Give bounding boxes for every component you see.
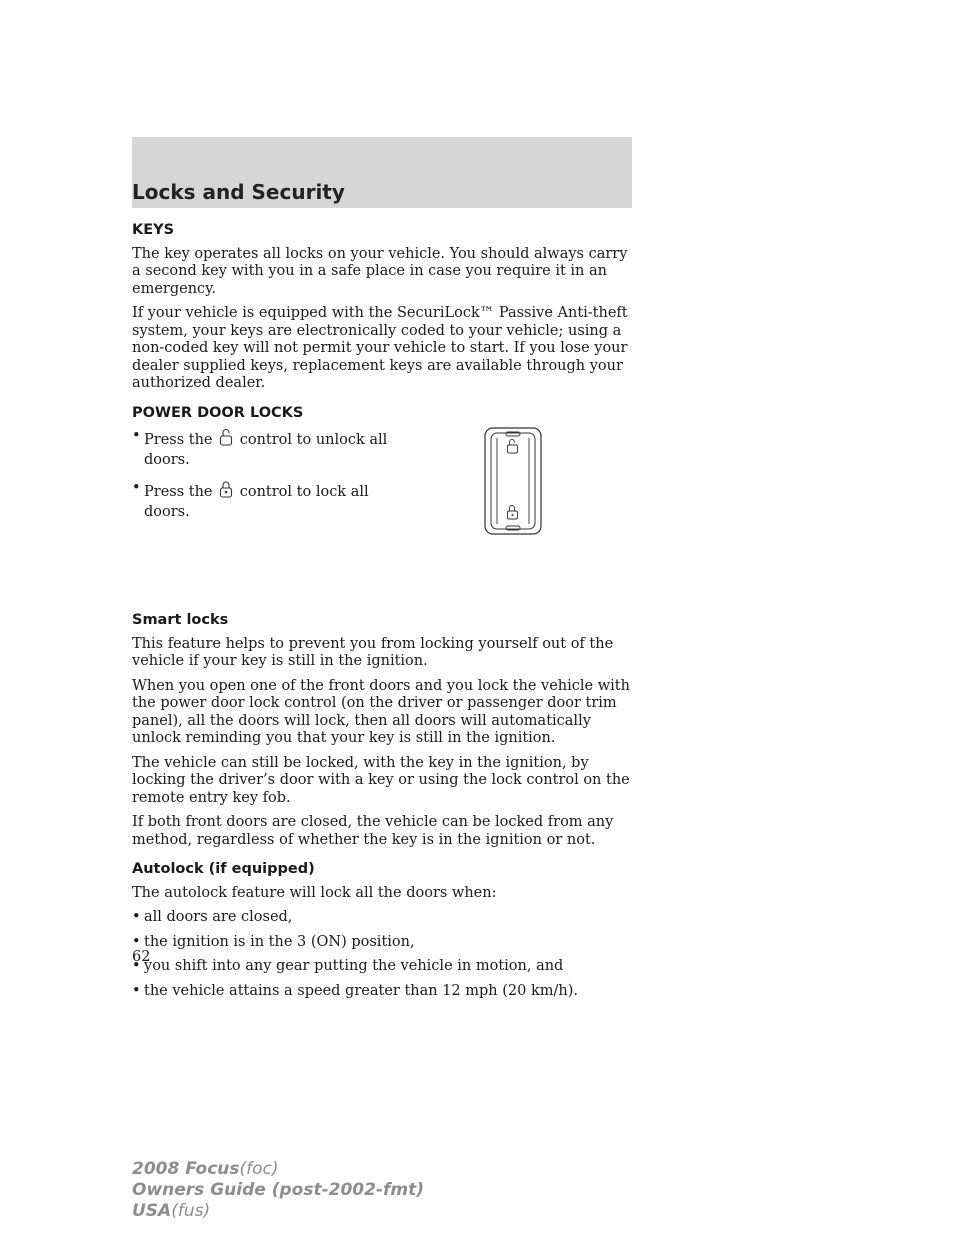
smart-locks-paragraph-2: When you open one of the front doors and you lock the vehicle with the power door lock control (on the driver or passenger door trim panel), all the doors will lock, then all doors will automatically unlock reminding you that your key is still in the ignition. bbox=[132, 677, 630, 746]
keys-heading: KEYS bbox=[132, 222, 175, 238]
autolock-conditions-list bbox=[132, 909, 636, 1000]
autolock-intro: The autolock feature will lock all the doors when: bbox=[132, 884, 497, 901]
footer-line-1: 2008 Focus(foc) bbox=[132, 1159, 279, 1179]
keys-paragraph-1: The key operates all locks on your vehicle. You should always carry a second key with you in a safe place in case you require it in an emergency. bbox=[132, 245, 628, 297]
page-number: 62 bbox=[132, 949, 151, 965]
list-item: • the ignition is in the 3 (ON) position, bbox=[132, 934, 636, 952]
keys-paragraph-2: If your vehicle is equipped with the SecuriLock™ Passive Anti-theft system, your keys are electronically coded to your vehicle; using a non-coded key will not permit your vehicle to start. If you lose your dealer supplied keys, replacement keys are available through your authorized dealer. bbox=[132, 305, 628, 391]
smart-locks-heading: Smart locks bbox=[132, 612, 229, 628]
footer-line-2: Owners Guide (post-2002-fmt) bbox=[132, 1180, 425, 1200]
smart-locks-paragraph-1: This feature helps to prevent you from locking yourself out of the vehicle if your key is still in the ignition. bbox=[132, 635, 614, 669]
list-item: • you shift into any gear putting the vehicle in motion, and bbox=[132, 958, 636, 976]
section-header-band bbox=[132, 137, 632, 208]
page-content bbox=[132, 222, 636, 1007]
power-door-locks-list bbox=[132, 428, 402, 521]
footer-line-3: USA(fus) bbox=[132, 1201, 211, 1221]
section-title: Locks and Security bbox=[132, 180, 345, 204]
list-item: • the vehicle attains a speed greater than 12 mph (20 km/h). bbox=[132, 983, 636, 1001]
door-lock-switch-illustration bbox=[482, 426, 544, 542]
lock-instruction: • Press the control to lock all doors. bbox=[132, 480, 402, 521]
smart-locks-paragraph-3: The vehicle can still be locked, with the key in the ignition, by locking the driver’s door with a key or using the lock control on the remote entry key fob. bbox=[132, 754, 630, 806]
smart-locks-paragraph-4: If both front doors are closed, the vehicle can be locked from any method, regardless of whether the key is in the ignition or not. bbox=[132, 814, 614, 848]
unlock-icon bbox=[219, 428, 233, 452]
document-footer bbox=[132, 1159, 424, 1222]
unlock-instruction: • Press the control to unlock all doors. bbox=[132, 428, 402, 469]
lock-icon bbox=[219, 480, 233, 504]
power-door-locks-heading: POWER DOOR LOCKS bbox=[132, 404, 304, 421]
autolock-heading: Autolock (if equipped) bbox=[132, 861, 315, 877]
power-door-locks-block bbox=[132, 428, 636, 600]
list-item: • all doors are closed, bbox=[132, 909, 636, 927]
